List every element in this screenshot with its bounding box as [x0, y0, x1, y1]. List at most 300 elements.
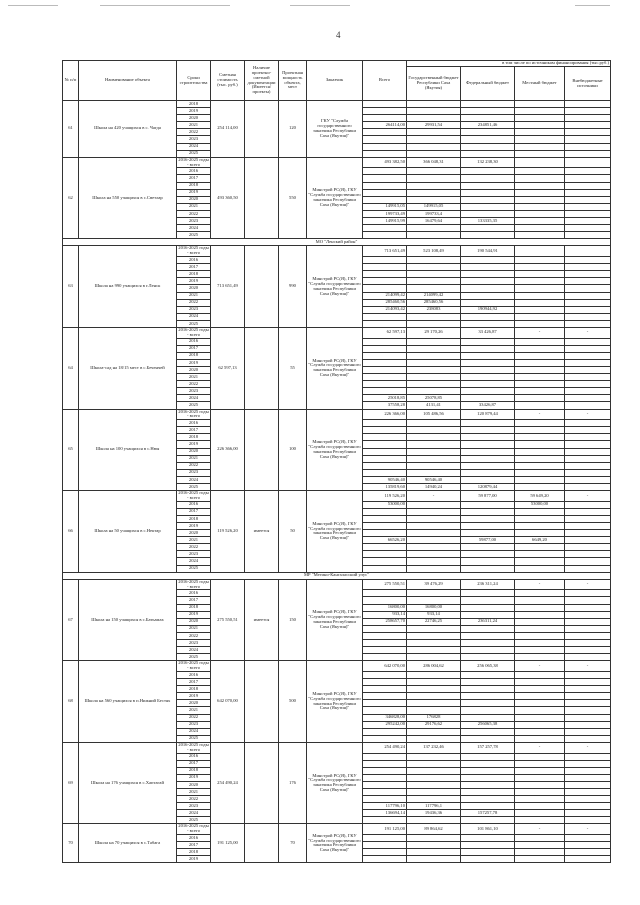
extra-cell [565, 721, 611, 728]
republic-cell [407, 530, 461, 537]
year-cell: 2021 [177, 707, 211, 714]
scan-dash [100, 5, 230, 6]
year-cell: 2016 [177, 257, 211, 264]
total-cell: 90546,40 [363, 476, 407, 483]
republic-cell: 105 486,56 [407, 409, 461, 420]
federal-cell [461, 693, 515, 700]
extra-cell [565, 856, 611, 863]
year-cell: 2025 [177, 232, 211, 239]
federal-cell [461, 189, 515, 196]
local-cell [515, 721, 565, 728]
project-power: 176 [279, 742, 307, 824]
total-cell: 713 651,49 [363, 246, 407, 257]
total-cell [363, 671, 407, 678]
year-cell: 2024 [177, 313, 211, 320]
year-cell: 2024 [177, 558, 211, 565]
extra-cell [565, 686, 611, 693]
federal-cell [461, 632, 515, 639]
year-cell: 2016-2025 годы - всего [178, 660, 209, 671]
year-cell: 2021 [177, 537, 211, 544]
local-cell [515, 196, 565, 203]
federal-cell [461, 271, 515, 278]
republic-cell: 90546,40 [407, 476, 461, 483]
total-cell [363, 654, 407, 661]
total-cell: 135819,60 [363, 484, 407, 491]
project-num: 66 [63, 491, 79, 573]
federal-cell [461, 476, 515, 483]
local-cell [515, 285, 565, 292]
federal-cell [461, 427, 515, 434]
total-cell: 933,14 [363, 611, 407, 618]
republic-cell: 933,14 [407, 611, 461, 618]
local-cell [515, 427, 565, 434]
republic-cell [407, 441, 461, 448]
local-cell [515, 175, 565, 182]
year-cell: 2021 [177, 122, 211, 129]
total-cell: 264114,00 [363, 122, 407, 129]
total-cell: 214099,42 [363, 292, 407, 299]
total-cell [363, 796, 407, 803]
extra-cell [565, 618, 611, 625]
total-cell [363, 856, 407, 863]
local-cell [515, 381, 565, 388]
federal-cell [461, 671, 515, 678]
total-cell: 254 490,24 [363, 742, 407, 753]
project-name: Школа на 990 учащихся в г.Ленск [79, 246, 177, 328]
local-cell [515, 565, 565, 572]
total-cell [363, 590, 407, 597]
republic-cell [407, 842, 461, 849]
republic-cell [407, 508, 461, 515]
project-power: 50 [279, 491, 307, 573]
republic-cell [407, 338, 461, 345]
republic-cell: 4131,41 [407, 402, 461, 409]
republic-cell [407, 735, 461, 742]
republic-cell: 89 864,62 [407, 824, 461, 835]
federal-cell [461, 501, 515, 508]
federal-cell [461, 257, 515, 264]
year-cell: 2016-2025 годы - всего [178, 157, 209, 167]
extra-cell [565, 108, 611, 115]
local-cell: - [515, 661, 565, 672]
local-cell [515, 338, 565, 345]
republic-cell [407, 285, 461, 292]
local-cell [515, 476, 565, 483]
header-funding-sources: в том числе по источникам финансирования (тыс.руб.) [407, 61, 611, 67]
extra-cell [565, 604, 611, 611]
extra-cell [565, 182, 611, 189]
total-cell: 119 526,20 [363, 491, 407, 502]
extra-cell [565, 501, 611, 508]
total-cell [363, 196, 407, 203]
year-cell: 2016 [177, 590, 211, 597]
federal-cell: 256 065,38 [461, 661, 515, 672]
local-cell [515, 597, 565, 604]
total-cell [363, 345, 407, 352]
project-power: 100 [279, 409, 307, 491]
local-cell [515, 835, 565, 842]
republic-cell [407, 271, 461, 278]
republic-cell: 285460,56 [407, 299, 461, 306]
republic-cell [407, 707, 461, 714]
federal-cell [461, 210, 515, 217]
project-name: Школа-сад на 18/15 мест в с.Беченчей [79, 327, 177, 409]
extra-cell [565, 632, 611, 639]
extra-cell [565, 817, 611, 824]
project-power: 500 [279, 661, 307, 743]
year-cell: 2024 [177, 728, 211, 735]
federal-cell [461, 842, 515, 849]
local-cell [515, 515, 565, 522]
year-cell: 2018 [177, 849, 211, 856]
extra-cell [565, 611, 611, 618]
extra-cell [565, 537, 611, 544]
year-cell: 2017 [177, 842, 211, 849]
local-cell [515, 590, 565, 597]
local-cell [515, 544, 565, 551]
federal-cell: 120 879,44 [461, 409, 515, 420]
federal-cell: 157 257,78 [461, 742, 515, 753]
extra-cell [565, 101, 611, 108]
total-cell [363, 108, 407, 115]
local-cell [515, 707, 565, 714]
extra-cell [565, 143, 611, 150]
extra-cell [565, 388, 611, 395]
project-name: Школа на 100 учащихся в с.Нюя [79, 409, 177, 491]
project-power: 120 [279, 101, 307, 158]
federal-cell [461, 597, 515, 604]
year-cell: 2024 [177, 476, 211, 483]
federal-cell [461, 395, 515, 402]
extra-cell [565, 136, 611, 143]
republic-cell [407, 366, 461, 373]
year-cell: 2025 [177, 654, 211, 661]
year-cell: 2016 [177, 753, 211, 760]
local-cell [515, 232, 565, 239]
extra-cell [565, 781, 611, 788]
local-cell [515, 395, 565, 402]
project-cost: 254 490,24 [211, 742, 245, 824]
total-cell [363, 381, 407, 388]
total-cell [363, 728, 407, 735]
total-cell [363, 686, 407, 693]
total-cell [363, 352, 407, 359]
local-cell [515, 434, 565, 441]
extra-cell [565, 515, 611, 522]
local-cell [515, 640, 565, 647]
republic-cell [407, 647, 461, 654]
extra-cell [565, 246, 611, 257]
local-cell [515, 679, 565, 686]
year-cell: 2021 [177, 203, 211, 210]
local-cell: - [515, 742, 565, 753]
republic-cell [407, 700, 461, 707]
total-cell [363, 420, 407, 427]
federal-cell [461, 381, 515, 388]
federal-cell [461, 796, 515, 803]
project-customer: Минстрой РС(Я), ГКУ "Служба государственного заказчика Республики Саха (Якутия)" [307, 246, 363, 328]
extra-cell [565, 122, 611, 129]
extra-cell [565, 189, 611, 196]
total-cell: 226 366,00 [363, 409, 407, 420]
year-cell: 2021 [177, 455, 211, 462]
local-cell [515, 767, 565, 774]
local-cell [515, 157, 565, 168]
local-cell [515, 671, 565, 678]
republic-cell [407, 115, 461, 122]
page-mark: 4 [336, 30, 341, 40]
project-name: Школа на 150 учащихся в с.Батьамах [79, 579, 177, 661]
extra-cell [565, 842, 611, 849]
republic-cell [407, 278, 461, 285]
table-row [63, 409, 611, 420]
extra-cell: - [565, 491, 611, 502]
year-cell: 2017 [177, 597, 211, 604]
extra-cell [565, 420, 611, 427]
extra-cell [565, 366, 611, 373]
local-cell [515, 218, 565, 225]
project-design [245, 742, 279, 824]
total-cell [363, 101, 407, 108]
year-cell: 2024 [177, 143, 211, 150]
republic-cell [407, 544, 461, 551]
year-cell: 2025 [177, 150, 211, 157]
project-name: Школа на 420 учащихся в с. Чагда [79, 101, 177, 158]
federal-cell [461, 168, 515, 175]
extra-cell [565, 679, 611, 686]
total-cell: 295242,00 [363, 721, 407, 728]
year-cell: 2018 [177, 271, 211, 278]
total-cell [363, 285, 407, 292]
republic-cell [407, 427, 461, 434]
republic-cell [407, 175, 461, 182]
extra-cell [565, 374, 611, 381]
project-power: 990 [279, 246, 307, 328]
federal-cell [461, 611, 515, 618]
local-cell [515, 523, 565, 530]
local-cell [515, 115, 565, 122]
local-cell: 59 649,20 [515, 491, 565, 502]
local-cell [515, 402, 565, 409]
project-design [245, 409, 279, 491]
total-cell [363, 129, 407, 136]
project-design [245, 327, 279, 409]
total-cell [363, 374, 407, 381]
federal-cell [461, 515, 515, 522]
year-cell: 2023 [177, 469, 211, 476]
project-power: 550 [279, 157, 307, 239]
federal-cell [461, 175, 515, 182]
republic-cell [407, 129, 461, 136]
project-num: 67 [63, 579, 79, 661]
total-cell [363, 366, 407, 373]
year-cell: 2025 [177, 320, 211, 327]
republic-cell: 29176,62 [407, 721, 461, 728]
federal-cell: 120879,44 [461, 484, 515, 491]
federal-cell [461, 434, 515, 441]
local-cell [515, 551, 565, 558]
extra-cell [565, 590, 611, 597]
total-cell [363, 168, 407, 175]
total-cell: 16800,00 [363, 604, 407, 611]
total-cell [363, 359, 407, 366]
local-cell [515, 352, 565, 359]
project-customer: Минстрой РС(Я), ГКУ "Служба государственного заказчика Республики Саха (Якутия)" [307, 661, 363, 743]
federal-cell [461, 728, 515, 735]
federal-cell [461, 115, 515, 122]
republic-cell [407, 597, 461, 604]
year-cell: 2017 [177, 760, 211, 767]
republic-cell [407, 469, 461, 476]
local-cell [515, 803, 565, 810]
total-cell [363, 136, 407, 143]
year-cell: 2016 [177, 420, 211, 427]
federal-cell [461, 654, 515, 661]
extra-cell [565, 129, 611, 136]
total-cell: 62 597,13 [363, 327, 407, 338]
project-customer: Минстрой РС(Я), ГКУ "Служба государственного заказчика Республики Саха (Якутия)" [307, 824, 363, 863]
federal-cell [461, 203, 515, 210]
federal-cell: 133335,35 [461, 218, 515, 225]
header-years: Сроки строительства [177, 61, 211, 101]
total-cell [363, 597, 407, 604]
header-extra-budget: Внебюджетные источники [565, 67, 611, 101]
federal-cell [461, 760, 515, 767]
federal-cell [461, 264, 515, 271]
total-cell: 149915,05 [363, 203, 407, 210]
local-cell [515, 264, 565, 271]
federal-cell [461, 462, 515, 469]
local-cell [515, 313, 565, 320]
total-cell [363, 632, 407, 639]
federal-cell [461, 448, 515, 455]
local-cell [515, 530, 565, 537]
local-cell [515, 320, 565, 327]
year-cell: 2019 [177, 523, 211, 530]
total-cell: 117796,10 [363, 803, 407, 810]
total-cell [363, 338, 407, 345]
republic-cell: 19436,36 [407, 810, 461, 817]
extra-cell [565, 753, 611, 760]
extra-cell [565, 671, 611, 678]
year-cell: 2020 [177, 530, 211, 537]
project-cost: 62 597,13 [211, 327, 245, 409]
year-cell: 2025 [177, 817, 211, 824]
project-design [245, 246, 279, 328]
total-cell [363, 760, 407, 767]
project-customer: Минстрой РС(Я), ГКУ "Служба государственного заказчика Республики Саха (Якутия)" [307, 742, 363, 824]
year-cell: 2017 [177, 345, 211, 352]
total-cell: 258657,70 [363, 618, 407, 625]
federal-cell [461, 455, 515, 462]
total-cell [363, 625, 407, 632]
extra-cell [565, 232, 611, 239]
total-cell [363, 232, 407, 239]
local-cell [515, 448, 565, 455]
federal-cell [461, 388, 515, 395]
local-cell [515, 796, 565, 803]
scan-dash [8, 5, 58, 6]
extra-cell [565, 640, 611, 647]
header-name: Наименование объекта [79, 61, 177, 101]
extra-cell: - [565, 824, 611, 835]
project-design [245, 824, 279, 863]
local-cell [515, 604, 565, 611]
republic-cell [407, 781, 461, 788]
extra-cell [565, 285, 611, 292]
local-cell [515, 122, 565, 129]
total-cell [363, 735, 407, 742]
total-cell [363, 707, 407, 714]
project-num: 63 [63, 246, 79, 328]
federal-cell [461, 803, 515, 810]
project-power: 150 [279, 579, 307, 661]
extra-cell [565, 320, 611, 327]
project-customer: Минстрой РС(Я), ГКУ "Служба государственного заказчика Республики Саха (Якутия)" [307, 491, 363, 573]
total-cell [363, 640, 407, 647]
federal-cell [461, 781, 515, 788]
extra-cell [565, 760, 611, 767]
project-num: 70 [63, 824, 79, 863]
republic-cell [407, 537, 461, 544]
local-cell: 6649,20 [515, 537, 565, 544]
local-cell [515, 388, 565, 395]
extra-cell [565, 469, 611, 476]
total-cell: 25018,85 [363, 395, 407, 402]
extra-cell [565, 168, 611, 175]
year-cell: 2020 [177, 196, 211, 203]
federal-cell [461, 285, 515, 292]
federal-cell [461, 225, 515, 232]
republic-cell [407, 455, 461, 462]
year-cell: 2020 [177, 618, 211, 625]
republic-cell [407, 232, 461, 239]
federal-cell [461, 292, 515, 299]
local-cell [515, 700, 565, 707]
total-cell [363, 523, 407, 530]
year-cell: 2016 [177, 168, 211, 175]
year-cell: 2018 [177, 604, 211, 611]
total-cell [363, 441, 407, 448]
local-cell [515, 611, 565, 618]
republic-cell [407, 313, 461, 320]
federal-cell [461, 849, 515, 856]
project-name: Школа на 50 учащихся в с.Нектар [79, 491, 177, 573]
total-cell [363, 700, 407, 707]
year-cell: 2020 [177, 448, 211, 455]
republic-cell: 117796,1 [407, 803, 461, 810]
year-cell: 2018 [177, 101, 211, 108]
extra-cell [565, 654, 611, 661]
local-cell [515, 735, 565, 742]
table-row [63, 101, 611, 108]
local-cell [515, 359, 565, 366]
federal-cell [461, 544, 515, 551]
year-cell: 2019 [177, 108, 211, 115]
federal-cell: 256065,38 [461, 721, 515, 728]
year-cell: 2022 [177, 210, 211, 217]
local-cell [515, 203, 565, 210]
local-cell [515, 728, 565, 735]
republic-cell [407, 462, 461, 469]
section-row [63, 572, 611, 579]
total-cell [363, 508, 407, 515]
federal-cell: 59 877,00 [461, 491, 515, 502]
year-cell: 2022 [177, 796, 211, 803]
federal-cell [461, 182, 515, 189]
republic-cell [407, 679, 461, 686]
year-cell: 2018 [177, 434, 211, 441]
